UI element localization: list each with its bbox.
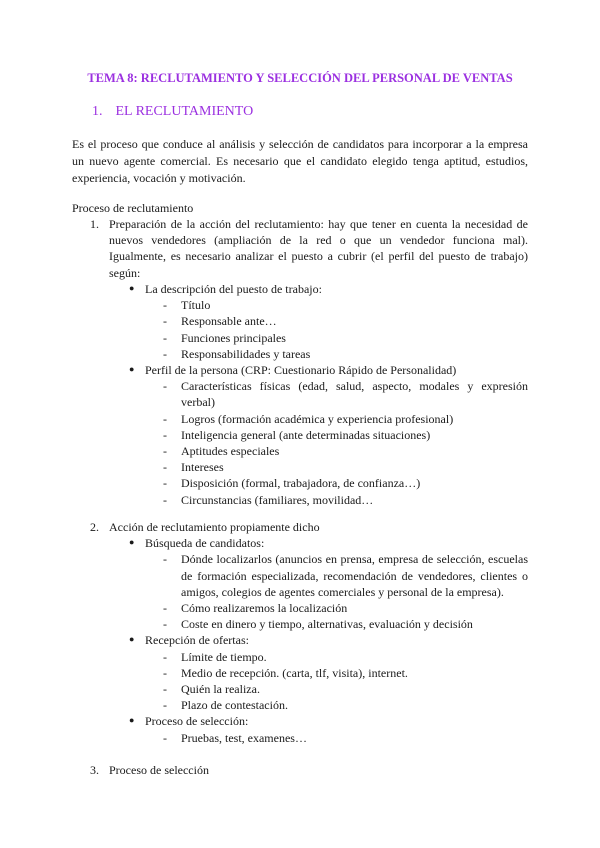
sub-item	[72, 378, 528, 410]
dash-icon: -	[163, 552, 167, 567]
list-item-1	[72, 216, 528, 281]
bullet-item	[72, 535, 528, 551]
sub-item-text: Quién la realiza.	[181, 682, 260, 697]
sub-item	[72, 475, 528, 491]
dash-icon: -	[163, 492, 167, 507]
dash-icon: -	[163, 298, 167, 313]
sub-item	[72, 492, 528, 508]
sub-item	[72, 665, 528, 681]
list-item-text: Proceso de selección	[109, 763, 209, 777]
sub-item-text: Pruebas, test, examenes…	[181, 730, 307, 745]
list-item-text: Acción de reclutamiento propiamente dicho	[109, 520, 320, 534]
dash-icon: -	[163, 314, 167, 329]
list-item-3	[72, 762, 528, 778]
dash-icon: -	[163, 682, 167, 697]
sub-item	[72, 730, 528, 746]
sub-item-text: Aptitudes especiales	[181, 444, 280, 459]
list-number: 3.	[90, 763, 99, 777]
list-item	[72, 519, 528, 535]
sub-item	[72, 697, 528, 713]
sub-item-text: Plazo de contestación.	[181, 698, 288, 713]
sub-item-text: Medio de recepción. (carta, tlf, visita), internet.	[181, 665, 408, 680]
bullet-icon: ●	[129, 283, 135, 293]
dash-icon: -	[163, 698, 167, 713]
sub-item-text: Circunstancias (familiares, movilidad…	[181, 492, 374, 507]
dash-icon: -	[163, 601, 167, 616]
list-item-2	[72, 519, 528, 746]
sub-item	[72, 459, 528, 475]
dash-icon: -	[163, 460, 167, 475]
sub-item	[72, 551, 528, 600]
dash-icon: -	[163, 411, 167, 426]
bullet-icon: ●	[129, 634, 135, 645]
sub-item	[72, 313, 528, 329]
sub-item-text: Límite de tiempo.	[181, 649, 267, 664]
bullet-icon: ●	[129, 537, 135, 548]
dash-icon: -	[163, 649, 167, 664]
bullet-text: Búsqueda de candidatos:	[145, 536, 265, 551]
bullet-text: Perfil de la persona (CRP: Cuestionario Rápido de Personalidad)	[145, 363, 457, 378]
dash-icon: -	[163, 346, 167, 361]
sub-item	[72, 600, 528, 616]
bullet-item	[72, 281, 528, 297]
list-number: 2.	[90, 520, 99, 534]
sub-item-text: Dónde localizarlos (anuncios en prensa, empresa de selección, escuelas de formación especializada, recomendación de vendedores, clientes o amigos, colegios de agentes comerciales y personal de la empresa).	[181, 552, 528, 599]
intro-paragraph: Es el proceso que conduce al análisis y selección de candidatos para incorporar a la empresa un nuevo agente comercial. Es necesario que el candidato elegido tenga aptitud, estudios, experiencia, vocación y motivación.	[72, 137, 528, 185]
sub-item-text: Disposición (formal, trabajadora, de confianza…)	[181, 476, 421, 491]
bullet-item	[72, 713, 528, 729]
bullet-icon: ●	[129, 715, 135, 726]
bullet-text: Recepción de ofertas:	[145, 633, 249, 648]
bullet-item	[72, 632, 528, 648]
sub-item-text: Responsabilidades y tareas	[181, 346, 311, 361]
dash-icon: -	[163, 476, 167, 491]
document-title: TEMA 8: RECLUTAMIENTO Y SELECCIÓN DEL PERSONAL DE VENTAS	[87, 71, 513, 85]
sub-item	[72, 681, 528, 697]
sub-item-text: Responsable ante…	[181, 314, 277, 329]
bullet-text: La descripción del puesto de trabajo:	[145, 282, 322, 296]
list-item	[72, 216, 528, 281]
sub-item	[72, 297, 528, 313]
sub-item	[72, 330, 528, 346]
sub-item-text: Inteligencia general (ante determinadas situaciones)	[181, 427, 431, 442]
sub-item	[72, 346, 528, 362]
sub-item-text: Intereses	[181, 460, 224, 475]
dash-icon: -	[163, 665, 167, 680]
list-item-text: Preparación de la acción del reclutamiento: hay que tener en cuenta la necesidad de nuevos vendedores (ampliación de la red o que un vendedor funciona mal). Igualmente, es necesario analizar el puesto a cubrir (el perfil del puesto de trabajo) según:	[109, 217, 528, 280]
dash-icon: -	[163, 617, 167, 632]
sub-item	[72, 427, 528, 443]
sub-item-text: Cómo realizaremos la localización	[181, 601, 348, 616]
sub-item	[72, 443, 528, 459]
process-label: Proceso de reclutamiento	[72, 201, 194, 215]
bullet-item	[72, 362, 528, 378]
dash-icon: -	[163, 730, 167, 745]
bullet-text: Proceso de selección:	[145, 714, 249, 729]
section-heading	[92, 104, 253, 120]
list-number: 1.	[90, 217, 99, 231]
sub-item	[72, 649, 528, 665]
list-item	[72, 762, 528, 778]
sub-item	[72, 616, 528, 632]
dash-icon: -	[163, 444, 167, 459]
section-title: EL RECLUTAMIENTO	[115, 104, 254, 119]
sub-item	[72, 411, 528, 427]
dash-icon: -	[163, 379, 167, 394]
bullet-icon: ●	[129, 364, 135, 375]
sub-item-text: Logros (formación académica y experiencia profesional)	[181, 411, 454, 426]
bullet-group-1	[72, 281, 528, 508]
sub-item-text: Funciones principales	[181, 330, 286, 345]
sub-item-text: Características físicas (edad, salud, aspecto, modales y expresión verbal)	[181, 379, 528, 410]
sub-item-text: Título	[181, 298, 211, 313]
dash-icon: -	[163, 330, 167, 345]
sub-item-text: Coste en dinero y tiempo, alternativas, evaluación y decisión	[181, 617, 473, 632]
dash-icon: -	[163, 427, 167, 442]
section-number: 1.	[92, 104, 103, 119]
